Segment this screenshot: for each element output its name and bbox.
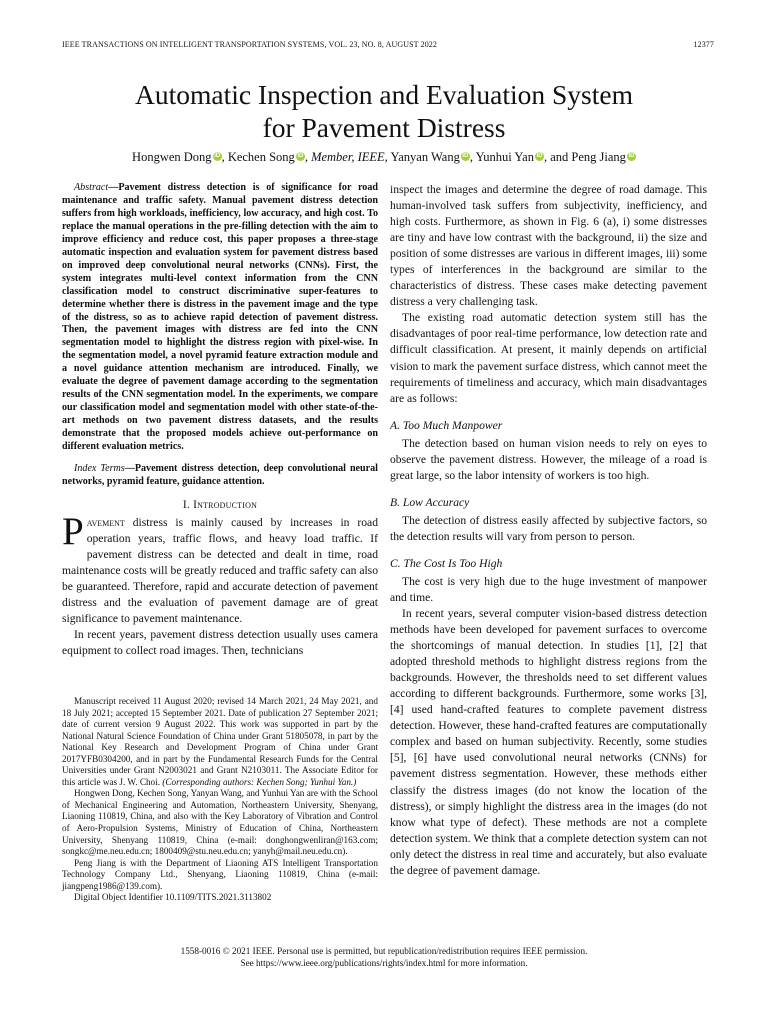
- author-name: Kechen Song: [227, 150, 295, 164]
- footnote-text: Manuscript received 11 August 2020; revised 14 March 2021, 24 May 2021, and 18 July 2021; accepted 15 September 2021. Date of publication 27 September 2021; date of current version 9 August 2022. This work was supported in part by the National Natural Science Foundation of China under Grant 51805078, in part by the National Key Research and Development Program of China under Grant 2017YFB0304200, and in part by the Fundamental Research Funds for the Central Universities under Grant N2003021 and Grant N2103011. The Associate Editor for this article was J. W. Choi.: [62, 696, 378, 787]
- abstract-label: Abstract: [74, 182, 109, 193]
- orcid-icon[interactable]: iD: [214, 153, 221, 159]
- intro-paragraph-1: [62, 509, 378, 627]
- drop-cap-word: avement: [86, 515, 125, 529]
- author-conjunction: and: [550, 150, 569, 164]
- abstract-text: —Pavement distress detection is of significance for road maintenance and traffic safety. Manual pavement distress detection suffers from high workloads, inefficiency, low accuracy, and high cost. To replace the manual operations in the pre-filling detection with the aim to improve efficiency and reduce cost, this paper proposes a three-stage automatic inspection and evaluation system for pavement distress based on improved deep convolutional neural networks (CNNs). First, the system integrates multi-level context information from the CNN classification model to construct discriminative super-features to determine whether there is distress in the pavement image and the type of the distress, so as to achieve rapid detection of pavement distress. Then, the pavement images with distress are fed into the CNN segmentation model to highlight the distress region with pixel-wise. In the segmentation model, a novel pyramid feature extraction module and a novel guidance attention mechanism are introduced. Finally, we evaluate the degree of pavement damage according to the segmentation results of the CNN segmentation model. In the experiments, we compare our classification model and segmentation model with other state-of-the-art methods on two pavement distress datasets, and the results demonstrate that the proposed models achieve out-performance on different evaluation metrics.: [62, 182, 378, 453]
- paragraph-text: distress is mainly caused by increases in road operation years, traffic flows, and heavy load traffic. If pavement distress can be detected and dealt in time, road maintenance costs will be greatly reduced and traffic safety can also be guaranteed. Therefore, rapid and accurate detection of pavement distress and the evaluation of pavement damage are of great significance to pavement maintenance.: [62, 515, 378, 626]
- page-number: 12377: [693, 40, 714, 49]
- author-name: Hongwen Dong: [132, 150, 212, 164]
- running-header: [62, 40, 714, 52]
- orcid-icon[interactable]: iD: [297, 153, 304, 159]
- copyright-line: 1558-0016 © 2021 IEEE. Personal use is permitted, but republication/redistribution requires IEEE permission.: [180, 946, 588, 956]
- corresponding-authors: (Corresponding authors: Kechen Song; Yunhui Yan.): [162, 776, 357, 787]
- footnotes: [62, 696, 378, 904]
- orcid-icon[interactable]: iD: [462, 153, 469, 159]
- title-line-2: for Pavement Distress: [262, 112, 506, 143]
- author-list: Hongwen Dong iD , Kechen Song iD , Member, IEEE, Yanyan Wang iD , Yunhui Yan iD , and Peng Jiang iD: [132, 150, 635, 164]
- footnote-affiliations: Hongwen Dong, Kechen Song, Yanyan Wang, and Yunhui Yan are with the School of Mechanical Engineering and Automation, Northeastern University, Shenyang, Liaoning 110819, China, and also with the Key Laboratory of Vibration and Control of Aero-Propulsion Systems, Ministry of Education of China, Northeastern University, Shenyang 110819, China (e-mail: donghongwenliran@163.com; songkc@me.neu.edu.cn; 1800409@stu.neu.edu.cn; yanyh@mail.neu.edu.cn).: [62, 788, 378, 857]
- subsection-heading-b: B. Low Accuracy: [390, 495, 470, 509]
- author-name: Yanyan Wang: [390, 150, 460, 164]
- title-line-1: Automatic Inspection and Evaluation System: [135, 79, 633, 110]
- section-number: I.: [182, 498, 190, 511]
- abstract: [62, 182, 378, 454]
- body-paragraph: The detection of distress easily affected by subjective factors, so the detection results will vary from person to person.: [390, 513, 707, 543]
- right-column: [390, 182, 707, 879]
- body-paragraph: The cost is very high due to the huge investment of manpower and time.: [390, 574, 707, 604]
- paper-title: [60, 78, 708, 144]
- orcid-icon[interactable]: iD: [628, 153, 635, 159]
- body-paragraph: The detection based on human vision needs to rely on eyes to observe the pavement distress. However, the mileage of a road is great large, so the labor intensity of workers is too high.: [390, 436, 707, 482]
- body-paragraph: In recent years, several computer vision-based distress detection methods have been developed for pavement surfaces to overcome the shortcomings of manual detection. In studies [1], [2] that adopted threshold methods to highlight distress regions from the backgrounds. However, the thresholds need to set different values according to different backgrounds. Furthermore, some works [3], [4] used hand-crafted features to complete pavement distress detection. However, these hand-crafted features are computationally complex and based on human subjectivity. Recently, some studies [5], [6] have used convolutional neural networks (CNNs) for pavement distress segmentation. However, these methods either classify the distress images (do not know the location of the distress), or simply highlight the distress area in the images (do not know what type of defect). These methods are not a complete detection system. We think that a complete detection system can not only detect the distress in real time and accurately, but also evaluate the degree of pavement damage.: [390, 606, 707, 877]
- author-name: Yunhui Yan: [475, 150, 534, 164]
- section-heading-introduction: [62, 499, 378, 511]
- subsection-heading-a: A. Too Much Manpower: [390, 418, 503, 432]
- body-paragraph: inspect the images and determine the degree of road damage. This human-involved task suffers from subjectivity, inefficiency, and high costs. Furthermore, as shown in Fig. 6 (a), i) some distresses are tiny and have low contrast with the background, ii) the size and position of some distresses are various in different images, iii) some types of interferences in the background are similar to the characteristics of distress. These cases make detecting pavement distress a very challenging task.: [390, 183, 707, 309]
- index-terms-label: Index Terms: [74, 463, 125, 475]
- index-terms: [62, 463, 378, 489]
- drop-cap: P: [62, 509, 84, 553]
- journal-name: IEEE TRANSACTIONS ON INTELLIGENT TRANSPORTATION SYSTEMS, VOL. 23, NO. 8, AUGUST 2022: [62, 40, 437, 49]
- footnote-manuscript: [62, 696, 378, 788]
- doi[interactable]: Digital Object Identifier 10.1109/TITS.2021.3113802: [74, 892, 272, 903]
- rights-link[interactable]: See https://www.ieee.org/publications/rights/index.html for more information.: [240, 957, 528, 968]
- intro-paragraph-2: In recent years, pavement distress detection usually uses camera equipment to collect road images. Then, technicians: [62, 628, 378, 658]
- author-role: Member, IEEE: [311, 150, 385, 164]
- footnote-affiliation-jiang: Peng Jiang is with the Department of Liaoning ATS Intelligent Transportation Technology Company Ltd., Shenyang, Liaoning 110819, China (e-mail: jiangpeng1986@139.com).: [62, 857, 378, 891]
- orcid-icon[interactable]: iD: [536, 153, 543, 159]
- section-title: Introduction: [193, 498, 258, 511]
- subsection-heading-c: C. The Cost Is Too High: [390, 556, 503, 570]
- left-column: [62, 182, 378, 659]
- body-paragraph: The existing road automatic detection system still has the disadvantages of poor real-time performance, low detection rate and difficult classification. At present, it mainly depends on artificial vision to mark the pavement surface distress, which cannot meet the requirements of timeliness and accuracy, which main disadvantages are as follows:: [390, 311, 707, 405]
- copyright-notice: [100, 946, 668, 969]
- index-terms-text: —Pavement distress detection, deep convolutional neural networks, pyramid feature, guidance attention.: [62, 463, 378, 487]
- author-name: Peng Jiang: [571, 150, 626, 164]
